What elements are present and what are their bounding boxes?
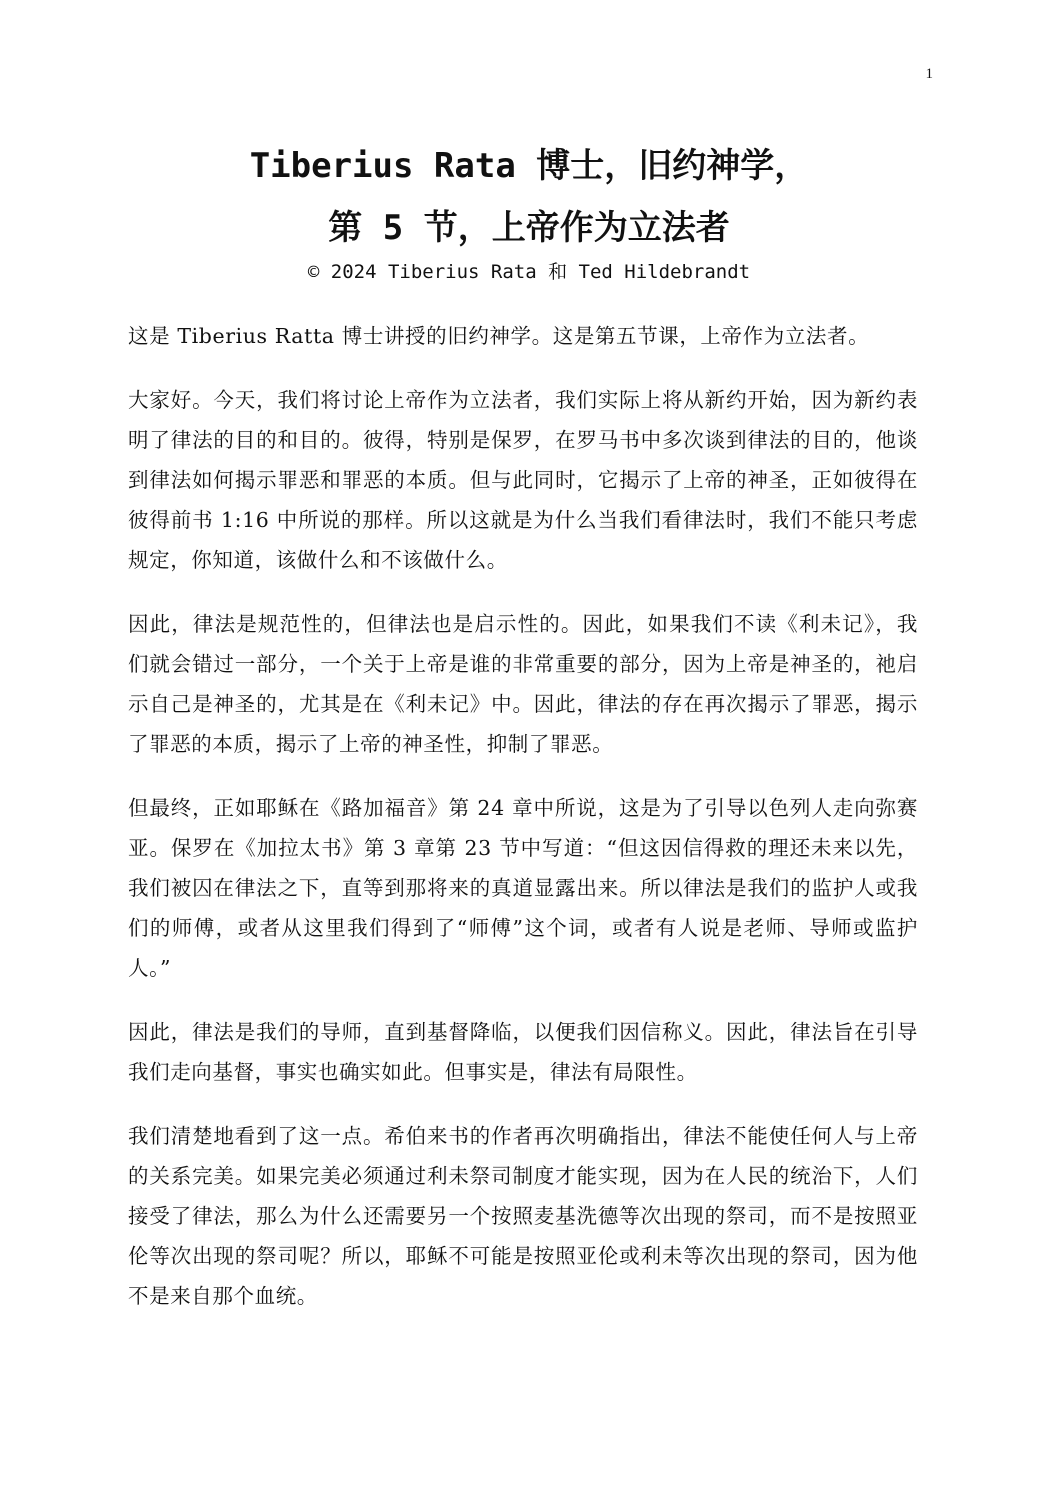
page-title-line-1: Tiberius Rata 博士，旧约神学， (249, 146, 809, 186)
paragraph: 因此，律法是我们的导师，直到基督降临，以便我们因信称义。因此，律法旨在引导我们走向基督，事实也确实如此。但事实是，律法有局限性。 (128, 1020, 918, 1084)
copyright-notice: © 2024 Tiberius Rata 和 Ted Hildebrandt (307, 261, 751, 283)
page-number: 1 (925, 66, 933, 82)
document-body (128, 316, 918, 1340)
paragraph: 我们清楚地看到了这一点。希伯来书的作者再次明确指出，律法不能使任何人与上帝的关系完美。如果完美必须通过利未祭司制度才能实现，因为在人民的统治下，人们接受了律法，那么为什么还需要另一个按照麦基洗德等次出现的祭司，而不是按照亚伦等次出现的祭司呢？所以，耶稣不可能是按照亚伦或利未等次出现的祭司，因为他不是来自那个血统。 (128, 1124, 918, 1308)
title-block (0, 135, 1058, 285)
paragraph: 但最终，正如耶稣在《路加福音》第 24 章中所说，这是为了引导以色列人走向弥赛亚。保罗在《加拉太书》第 3 章第 23 节中写道：“但这因信得救的理还未来以先，我们被囚在律法之下，直等到那将来的真道显露出来。所以律法是我们的监护人或我们的师傅，或者从这里我们得到了“师傅”这个词，或者有人说是老师、导师或监护人。” (128, 796, 918, 980)
paragraph: 因此，律法是规范性的，但律法也是启示性的。因此，如果我们不读《利未记》，我们就会错过一部分，一个关于上帝是谁的非常重要的部分，因为上帝是神圣的，祂启示自己是神圣的，尤其是在《利未记》中。因此，律法的存在再次揭示了罪恶，揭示了罪恶的本质，揭示了上帝的神圣性，抑制了罪恶。 (128, 612, 918, 756)
page-title-line-2: 第 5 节，上帝作为立法者 (328, 208, 730, 248)
paragraph: 大家好。今天，我们将讨论上帝作为立法者，我们实际上将从新约开始，因为新约表明了律法的目的和目的。彼得，特别是保罗，在罗马书中多次谈到律法的目的，他谈到律法如何揭示罪恶和罪恶的本质。但与此同时，它揭示了上帝的神圣，正如彼得在彼得前书 1:16 中所说的那样。所以这就是为什么当我们看律法时，我们不能只考虑规定，你知道，该做什么和不该做什么。 (128, 388, 918, 572)
paragraph-intro: 这是 Tiberius Ratta 博士讲授的旧约神学。这是第五节课，上帝作为立法者。 (128, 324, 870, 348)
